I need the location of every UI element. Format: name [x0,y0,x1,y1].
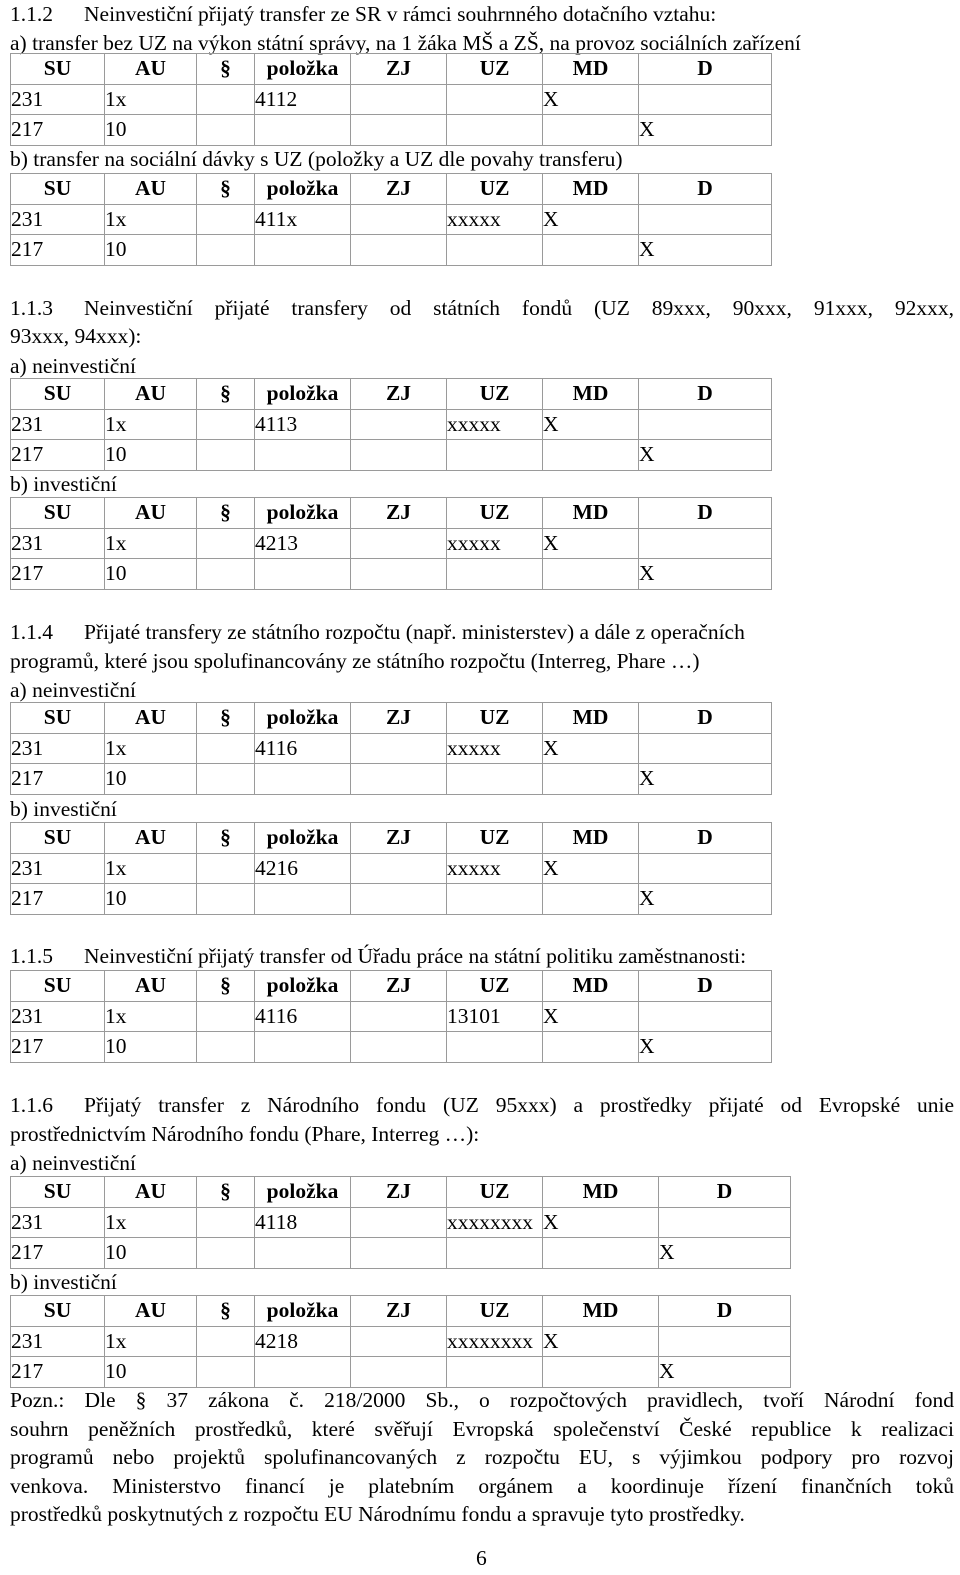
table-row [11,1207,791,1238]
table-cell [351,1238,447,1269]
section-number: 1.1.5 [10,944,53,968]
table-cell [255,1238,351,1269]
table-cell [447,84,543,115]
table-cell [447,440,543,471]
column-header: položka [255,174,351,205]
table-cell [447,884,543,915]
table-cell [351,559,447,590]
table-cell: xxxxxxxx [447,1326,543,1357]
table-cell [197,559,255,590]
table-cell: 10 [105,235,197,266]
table-cell: 1x [105,409,197,440]
table-cell [543,1357,659,1388]
table-cell [255,115,351,146]
accounting-table [10,702,772,795]
table-row [11,1357,791,1388]
table-cell: xxxxx [447,733,543,764]
column-header: položka [255,498,351,529]
column-header: AU [105,1177,197,1208]
table-row [11,884,772,915]
table-cell: 1x [105,1326,197,1357]
column-header: SU [11,823,105,854]
column-header: D [639,54,772,85]
table-cell: X [543,528,639,559]
table-cell: X [543,204,639,235]
table-cell: 4216 [255,853,351,884]
table-row [11,84,772,115]
section-title: Neinvestiční přijatý transfer ze SR v rámci souhrnného dotačního vztahu: [84,2,717,26]
column-header: AU [105,971,197,1002]
table-cell: 4218 [255,1326,351,1357]
table-header-row [11,379,772,410]
table-cell: 1x [105,84,197,115]
table-cell: X [543,853,639,884]
column-header: UZ [447,54,543,85]
column-header: UZ [447,823,543,854]
table-cell: xxxxxxxx [447,1207,543,1238]
accounting-table [10,822,772,915]
column-header: AU [105,703,197,734]
section-number: 1.1.2 [10,2,53,26]
table-cell: 1x [105,733,197,764]
column-header: § [197,379,255,410]
table-cell [255,884,351,915]
column-header: D [639,379,772,410]
column-header: AU [105,54,197,85]
table-cell: 1x [105,528,197,559]
table-cell: 4113 [255,409,351,440]
table-cell [255,559,351,590]
section-title-line2: 93xxx, 94xxx): [10,324,142,348]
table-cell: 10 [105,559,197,590]
table-cell: 13101 [447,1001,543,1032]
table-cell: 411x [255,204,351,235]
column-header: SU [11,379,105,410]
table-cell: 217 [11,1238,105,1269]
table-cell: 1x [105,204,197,235]
table-cell [447,1032,543,1063]
table-cell [543,115,639,146]
section-title-line1: Přijaté transfery ze státního rozpočtu (např. ministerstev) a dále z operačních [84,620,745,644]
table-cell: X [639,559,772,590]
column-header: SU [11,1177,105,1208]
column-header: D [659,1177,791,1208]
table-row [11,764,772,795]
table-cell: X [543,1207,659,1238]
table-cell: 217 [11,440,105,471]
column-header: D [639,703,772,734]
table-row [11,440,772,471]
table-cell: 1x [105,1207,197,1238]
table-cell: X [639,440,772,471]
table-cell [197,1032,255,1063]
table-header-row [11,823,772,854]
table-cell [659,1207,791,1238]
table-cell [197,1238,255,1269]
column-header: UZ [447,1177,543,1208]
column-header: ZJ [351,823,447,854]
table-cell [447,235,543,266]
table-cell: 231 [11,853,105,884]
column-header: D [659,1296,791,1327]
note-paragraph [10,1386,954,1529]
table-cell: 217 [11,884,105,915]
table-cell [639,409,772,440]
table-cell: X [639,235,772,266]
accounting-table [10,497,772,590]
table-cell [639,1001,772,1032]
accounting-table [10,970,772,1063]
table-cell [447,559,543,590]
table-cell: 217 [11,1032,105,1063]
table-header-row [11,703,772,734]
table-cell: 231 [11,204,105,235]
column-header: UZ [447,703,543,734]
table-row [11,528,772,559]
table-cell: X [639,884,772,915]
accounting-table [10,1176,791,1269]
table-header-row [11,971,772,1002]
table-header-row [11,54,772,85]
table-cell [197,1326,255,1357]
table-cell: X [659,1357,791,1388]
table-cell [351,1357,447,1388]
table-cell: xxxxx [447,853,543,884]
table-cell [197,409,255,440]
table-row [11,409,772,440]
column-header: SU [11,1296,105,1327]
note-line: programů nebo projektů spolufinancovaných z rozpočtu EU, s výjimkou podpory pro rozvoj [10,1445,954,1470]
table-cell: 4213 [255,528,351,559]
subsection-b-label: b) investiční [10,472,117,496]
accounting-table [10,53,772,146]
table-cell [255,235,351,266]
table-cell: 217 [11,764,105,795]
column-header: AU [105,498,197,529]
table-row [11,1326,791,1357]
section-title-line2: prostřednictvím Národního fondu (Phare, Interreg …): [10,1122,480,1146]
column-header: § [197,498,255,529]
table-cell: 217 [11,559,105,590]
table-cell: 231 [11,1207,105,1238]
table-cell [639,528,772,559]
table-cell: 1x [105,853,197,884]
subsection-a-label: a) neinvestiční [10,1151,136,1175]
column-header: ZJ [351,54,447,85]
page-number: 6 [476,1546,487,1570]
table-cell: 231 [11,1001,105,1032]
column-header: MD [543,1177,659,1208]
table-cell [197,1357,255,1388]
column-header: MD [543,174,639,205]
table-row [11,204,772,235]
table-cell [351,528,447,559]
column-header: § [197,174,255,205]
table-cell: xxxxx [447,528,543,559]
section-title-line1: Přijatý transfer z Národního fondu (UZ 95xxx) a prostředky přijaté od Evropské unie [84,1093,954,1117]
table-header-row [11,498,772,529]
column-header: § [197,54,255,85]
table-cell [197,440,255,471]
table-cell [659,1326,791,1357]
table-cell: X [543,409,639,440]
table-cell [351,409,447,440]
subsection-a-label: a) transfer bez UZ na výkon státní správy, na 1 žáka MŠ a ZŠ, na provoz sociálních zařízení [10,31,801,55]
table-cell [197,733,255,764]
accounting-table [10,173,772,266]
column-header: SU [11,971,105,1002]
column-header: SU [11,498,105,529]
accounting-table [10,378,772,471]
table-cell: xxxxx [447,204,543,235]
note-line: Pozn.: Dle § 37 zákona č. 218/2000 Sb., o rozpočtových pravidlech, tvoří Národní fond [10,1388,954,1412]
subsection-a-label: a) neinvestiční [10,354,136,378]
table-cell: 231 [11,1326,105,1357]
table-cell: 231 [11,409,105,440]
table-cell [351,235,447,266]
table-cell [543,440,639,471]
column-header: položka [255,823,351,854]
note-line: venkova. Ministerstvo financí je platebním orgánem a koordinuje řízení finančních toků [10,1473,954,1498]
column-header: položka [255,1296,351,1327]
section-heading-1-1-5 [10,943,746,970]
section-number: 1.1.6 [10,1093,53,1117]
table-cell: X [543,1001,639,1032]
column-header: AU [105,1296,197,1327]
table-cell: 217 [11,235,105,266]
section-title: Neinvestiční přijatý transfer od Úřadu práce na státní politiku zaměstnanosti: [84,944,747,968]
table-cell: 231 [11,84,105,115]
table-cell [351,1001,447,1032]
table-cell [197,884,255,915]
table-cell [351,1032,447,1063]
column-header: AU [105,823,197,854]
column-header: AU [105,174,197,205]
column-header: § [197,703,255,734]
column-header: UZ [447,971,543,1002]
column-header: ZJ [351,379,447,410]
table-cell: xxxxx [447,409,543,440]
column-header: MD [543,1296,659,1327]
table-cell [255,1032,351,1063]
table-cell: 10 [105,1238,197,1269]
table-cell: X [639,115,772,146]
section-heading-1-1-3 [10,295,954,322]
section-title-line2: programů, které jsou spolufinancovány ze státního rozpočtu (Interreg, Phare …) [10,649,700,673]
column-header: MD [543,823,639,854]
column-header: MD [543,971,639,1002]
table-cell [351,1326,447,1357]
table-cell [351,764,447,795]
table-header-row [11,1177,791,1208]
column-header: ZJ [351,174,447,205]
section-heading-1-1-6 [10,1092,954,1119]
table-cell: 10 [105,1032,197,1063]
column-header: UZ [447,174,543,205]
section-number: 1.1.3 [10,296,53,320]
table-cell [197,1207,255,1238]
section-heading-1-1-2 [10,1,716,28]
table-cell: 10 [105,764,197,795]
table-cell [543,559,639,590]
column-header: D [639,498,772,529]
subsection-b-label: b) investiční [10,797,117,821]
section-title-line1: Neinvestiční přijaté transfery od státních fondů (UZ 89xxx, 90xxx, 91xxx, 92xxx, [84,296,954,320]
column-header: § [197,1296,255,1327]
table-cell [639,733,772,764]
column-header: MD [543,54,639,85]
section-heading-1-1-4 [10,619,745,646]
column-header: D [639,174,772,205]
subsection-b-label: b) investiční [10,1270,117,1294]
table-cell [351,440,447,471]
note-line: prostředků poskytnutých z rozpočtu EU Národnímu fondu a spravuje tyto prostředky. [10,1502,745,1527]
table-row [11,235,772,266]
table-cell: 10 [105,440,197,471]
table-cell: 4116 [255,1001,351,1032]
table-cell [255,1357,351,1388]
table-row [11,733,772,764]
column-header: § [197,823,255,854]
table-cell [351,84,447,115]
table-cell [351,115,447,146]
table-cell: 10 [105,1357,197,1388]
table-cell: 217 [11,115,105,146]
table-cell [197,115,255,146]
column-header: SU [11,703,105,734]
table-cell [255,764,351,795]
table-cell: 4118 [255,1207,351,1238]
table-cell [543,884,639,915]
table-cell: 10 [105,115,197,146]
table-cell [543,764,639,795]
table-cell: 4116 [255,733,351,764]
table-cell: 10 [105,884,197,915]
column-header: ZJ [351,1177,447,1208]
table-cell [447,1238,543,1269]
section-number: 1.1.4 [10,620,53,644]
table-cell [197,764,255,795]
table-cell: 217 [11,1357,105,1388]
table-cell: 231 [11,733,105,764]
table-cell [543,235,639,266]
table-header-row [11,174,772,205]
accounting-table [10,1295,791,1388]
subsection-b-label: b) transfer na sociální dávky s UZ (položky a UZ dle povahy transferu) [10,147,623,171]
table-cell [351,733,447,764]
table-header-row [11,1296,791,1327]
column-header: AU [105,379,197,410]
column-header: UZ [447,379,543,410]
column-header: položka [255,1177,351,1208]
table-cell [351,1207,447,1238]
column-header: D [639,971,772,1002]
table-cell [197,853,255,884]
table-row [11,1238,791,1269]
table-cell [639,204,772,235]
column-header: MD [543,703,639,734]
table-cell [447,1357,543,1388]
table-row [11,1001,772,1032]
table-cell [639,853,772,884]
table-cell [197,235,255,266]
note-line: souhrn peněžních prostředků, které svěřují Evropská společenství České republice k realizaci [10,1416,954,1441]
column-header: ZJ [351,498,447,529]
column-header: SU [11,54,105,85]
table-cell: 1x [105,1001,197,1032]
table-cell: 231 [11,528,105,559]
column-header: ZJ [351,971,447,1002]
table-cell [197,1001,255,1032]
table-cell [543,1238,659,1269]
column-header: UZ [447,1296,543,1327]
column-header: § [197,971,255,1002]
table-cell [351,853,447,884]
column-header: položka [255,54,351,85]
column-header: položka [255,971,351,1002]
table-row [11,559,772,590]
table-cell: X [639,1032,772,1063]
table-cell [447,115,543,146]
table-cell: 4112 [255,84,351,115]
table-cell [447,764,543,795]
column-header: ZJ [351,703,447,734]
column-header: položka [255,379,351,410]
table-row [11,1032,772,1063]
table-cell: X [543,733,639,764]
table-cell [197,204,255,235]
table-cell: X [659,1238,791,1269]
table-cell [351,204,447,235]
column-header: § [197,1177,255,1208]
column-header: MD [543,379,639,410]
table-cell [197,528,255,559]
table-cell [639,84,772,115]
table-cell [351,884,447,915]
table-cell [197,84,255,115]
table-cell [255,440,351,471]
table-cell: X [543,84,639,115]
table-cell: X [543,1326,659,1357]
column-header: položka [255,703,351,734]
subsection-a-label: a) neinvestiční [10,678,136,702]
column-header: D [639,823,772,854]
column-header: UZ [447,498,543,529]
table-row [11,115,772,146]
column-header: SU [11,174,105,205]
column-header: MD [543,498,639,529]
table-cell [543,1032,639,1063]
table-row [11,853,772,884]
column-header: ZJ [351,1296,447,1327]
table-cell: X [639,764,772,795]
